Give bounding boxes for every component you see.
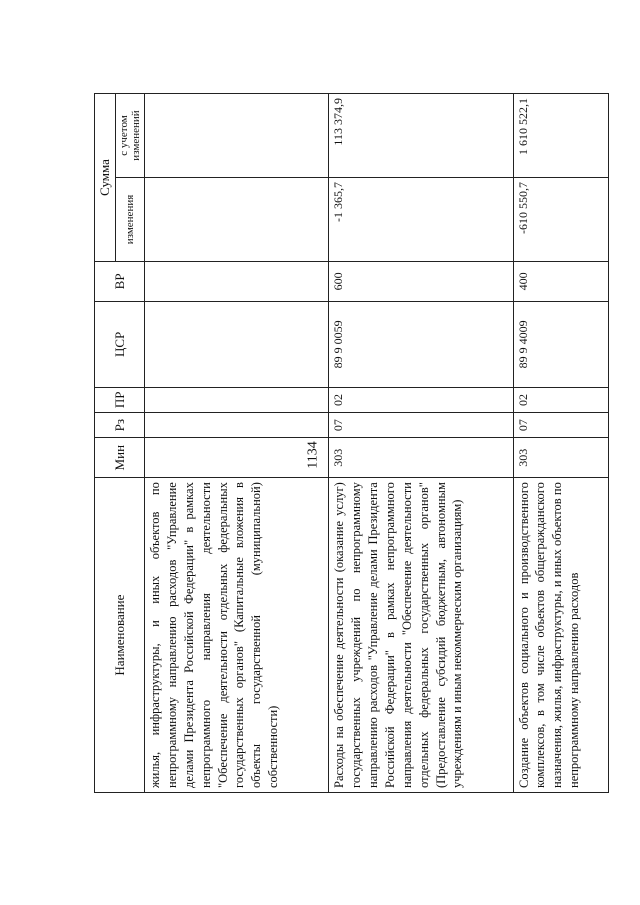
row-vr [145,261,329,301]
header-vr: ВР [95,261,145,301]
row-with-changes [145,94,329,178]
row-name: Создание объектов социального и производственного комплексов, в том числе объектов общегражданского назначения, жилья, инфраструктуры, и иных объектов по непрограммному направлению расходов [513,478,608,793]
row-min [145,438,329,478]
row-name: жилья, инфраструктуры, и иных объектов по непрограммному направлению расходов "Управление делами Президента Российской Федерации" в рамках непрограммного направления деятельности "Обеспечение деятельности отдельных федеральных государственных органов" (Капитальные вложения в объекты государственной (муниципальной) собственности) [145,478,329,793]
row-with-changes: 1 610 522,1 [513,94,608,178]
header-rz: Рз [95,413,145,438]
row-pr: 02 [329,387,513,412]
budget-table [94,93,609,793]
row-min: 303 [329,438,513,478]
row-csr [145,301,329,387]
row-min: 303 [513,438,608,478]
header-name: Наименование [95,478,145,793]
row-csr: 89 9 0059 [329,301,513,387]
header-with-changes: с учетом изменений [116,94,145,178]
row-rz [145,413,329,438]
header-pr: ПР [95,387,145,412]
table-row [145,94,329,793]
row-with-changes: 113 374,9 [329,94,513,178]
page-number: 1134 [305,441,321,469]
header-changes: изменения [116,178,145,262]
header-csr: ЦСР [95,301,145,387]
row-name: Расходы на обеспечение деятельности (оказание услуг) государственных учреждений по непрограммному направлению расходов "Управление делами Президента Российской Федерации" в рамках непрограммного направления деятельности "Обеспечение деятельности отдельных федеральных государственных органов" (Предоставление субсидий бюджетным, автономным учреждениям и иным некоммерческим организациям) [329,478,513,793]
row-rz: 07 [513,413,608,438]
rotated-table-container [94,93,609,793]
row-changes [145,178,329,262]
row-changes: -1 365,7 [329,178,513,262]
row-pr: 02 [513,387,608,412]
row-vr: 600 [329,261,513,301]
header-min: Мин [95,438,145,478]
row-rz: 07 [329,413,513,438]
row-csr: 89 9 4009 [513,301,608,387]
table-row [513,94,608,793]
table-row [329,94,513,793]
row-pr [145,387,329,412]
header-sum: Сумма [95,94,116,262]
row-vr: 400 [513,261,608,301]
row-changes: -610 550,7 [513,178,608,262]
